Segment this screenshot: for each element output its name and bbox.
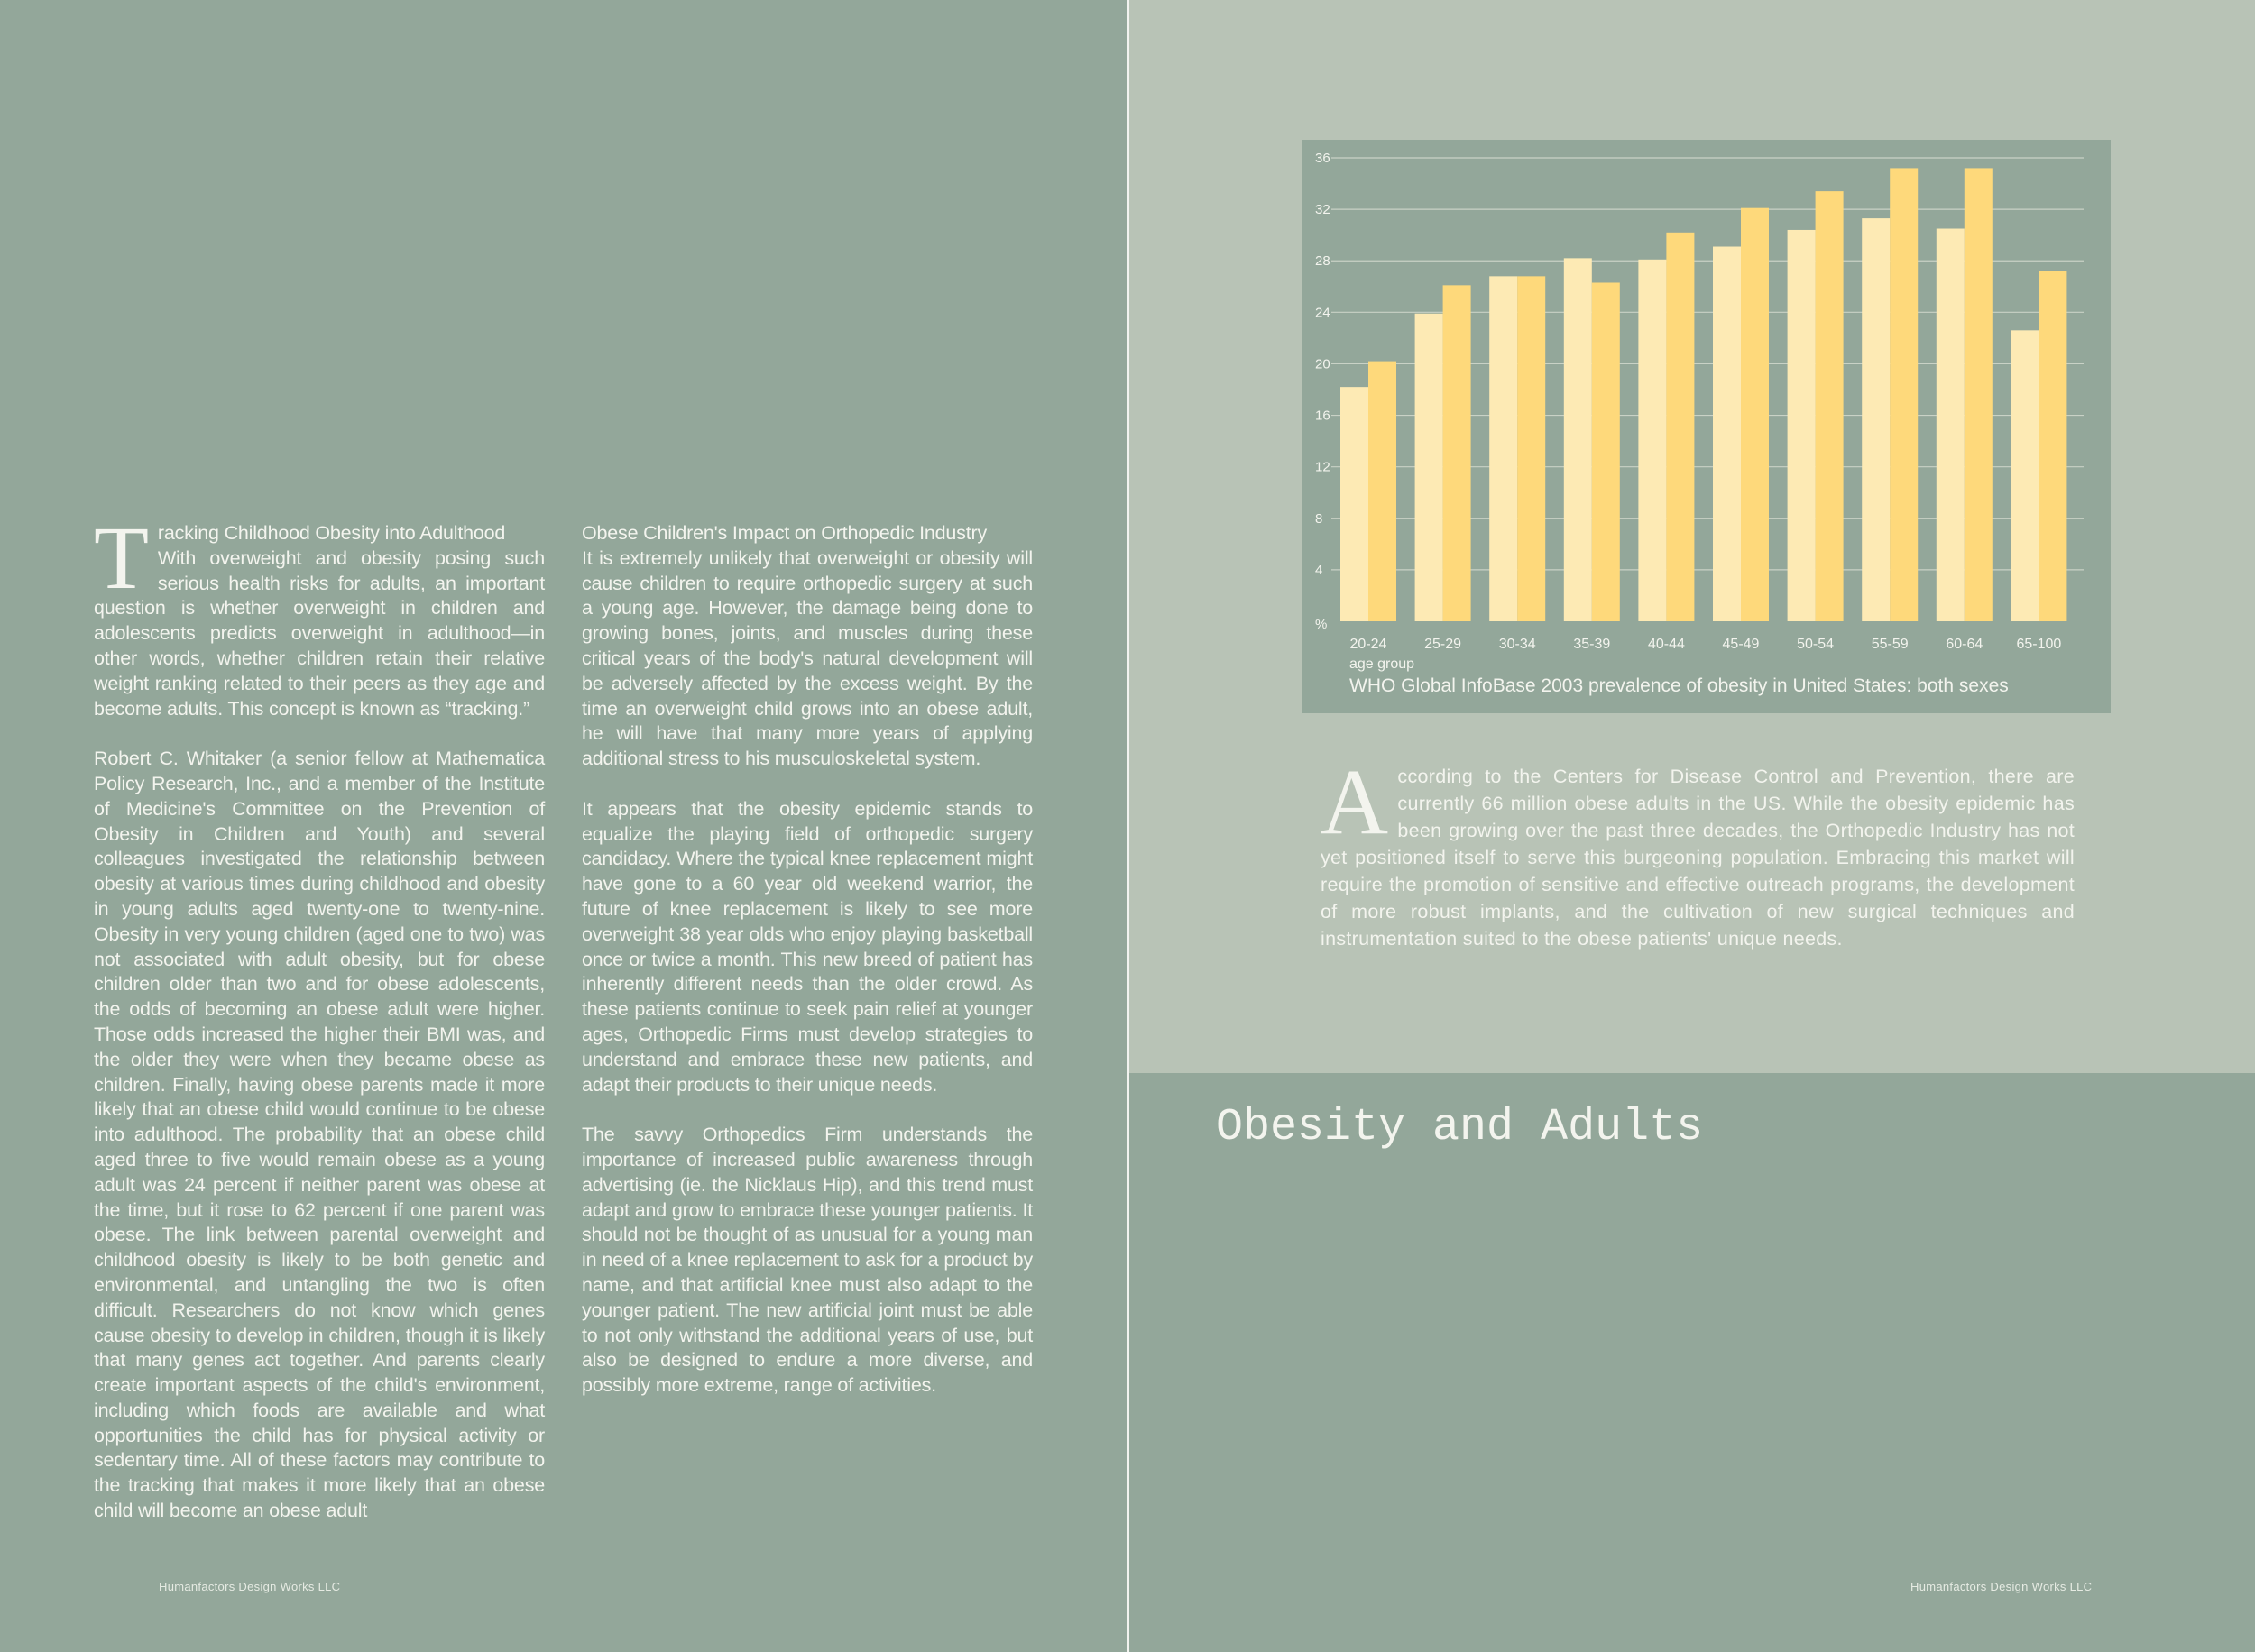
orthopedic-heading: Obese Children's Impact on Orthopedic Industry: [582, 522, 988, 544]
bar-series-1-30-34: [1489, 276, 1517, 621]
x-tick-label: 65-100: [2016, 637, 2062, 652]
bar-series-1-65-100: [2011, 330, 2039, 621]
bar-series-2-45-49: [1741, 208, 1769, 621]
x-tick-label: 25-29: [1424, 637, 1462, 652]
left-column-1: [94, 508, 545, 1549]
y-tick-label: 32: [1315, 202, 1330, 218]
y-tick-label: 24: [1315, 305, 1330, 321]
adults-paragraph: [1321, 750, 2075, 952]
y-tick-label: 28: [1315, 253, 1330, 270]
x-tick-label: 60-64: [1946, 637, 1983, 652]
bar-series-2-60-64: [1965, 168, 1993, 621]
y-tick-label: 8: [1315, 510, 1323, 527]
x-tick-label: 35-39: [1573, 637, 1611, 652]
x-tick-label: 20-24: [1349, 637, 1387, 652]
orthopedic-paragraph-3: The savvy Orthopedics Firm understands the importance of increased public awareness through advertising (ie. the Nicklaus Hip), and this trend must adapt and grow to embrace these younger patients. It should not be thought of as unusual for a young man in need of a knee replacement to ask for a product by name, and that artificial knee must also adapt to the younger patient. The new artificial joint must be able to not only withstand the additional years of use, but also be designed to endure a more diverse, and possibly more extreme, range of activities.: [582, 1124, 1033, 1397]
tracking-heading: racking Childhood Obesity into Adulthood: [157, 522, 506, 544]
x-tick-label: 45-49: [1722, 637, 1760, 652]
bar-series-2-30-34: [1517, 276, 1545, 621]
bar-series-2-40-44: [1666, 233, 1694, 621]
bar-series-2-50-54: [1816, 191, 1844, 621]
left-footer: Humanfactors Design Works LLC: [159, 1580, 341, 1593]
adults-paragraph-text: ccording to the Centers for Disease Control and Prevention, there are currently 66 million obese adults in the US. While the obesity epidemic has been growing over the past three decades, the Orthopedic Industry has not yet positioned itself to serve this burgeoning population. Embracing this market will require the promotion of sensitive and effective outreach programs, the development of more robust implants, and the cultivation of new surgical techniques and instrumentation suited to the obese patients' unique needs.: [1321, 766, 2075, 950]
bar-series-1-40-44: [1638, 260, 1666, 621]
bar-series-1-60-64: [1937, 229, 1965, 621]
y-tick-label: 12: [1315, 459, 1330, 475]
bar-series-1-35-39: [1564, 258, 1592, 621]
x-tick-label: 50-54: [1797, 637, 1835, 652]
y-tick-label: 20: [1315, 356, 1330, 372]
right-footer: Humanfactors Design Works LLC: [1910, 1580, 2093, 1593]
bar-series-2-25-29: [1443, 285, 1471, 621]
bar-series-1-25-29: [1415, 314, 1443, 621]
x-tick-label: 55-59: [1871, 637, 1909, 652]
x-tick-label: 40-44: [1647, 637, 1685, 652]
orthopedic-paragraph-2: It appears that the obesity epidemic stands to equalize the playing field of orthopedic surgery candidacy. Where the typical knee replacement might have gone to a 60 year old weekend warrior, the future of knee replacement is likely to see more overweight 38 year olds who enjoy playing basketball once or twice a month. This new breed of patient has inherently different needs than the older crowd. As these patients continue to seek pain relief at younger ages, Orthopedic Firms must develop strategies to understand and embrace these new patients, and adapt their products to their unique needs.: [582, 797, 1033, 1096]
dropcap-a: A: [1321, 750, 1389, 854]
x-axis-label: age group: [1349, 656, 1415, 672]
right-page-bottom: [1129, 1073, 2255, 1652]
chart-svg: [1302, 140, 2111, 713]
bar-series-2-20-24: [1368, 362, 1396, 621]
bar-series-2-55-59: [1890, 168, 1918, 621]
y-tick-label: 4: [1315, 562, 1323, 578]
dropcap-t: T: [94, 508, 149, 608]
section-title: Obesity and Adults: [1216, 1102, 1704, 1153]
left-column-2: [582, 521, 1033, 1424]
orthopedic-paragraph-1: It is extremely unlikely that overweight or obesity will cause children to require orthopedic surgery at such a young age. However, the damage being done to growing bones, joints, and muscles during these critical years of the body's natural development will be adversely affected by the excess weight. By the time an overweight child grows into an obese adult, he will have that many more years of applying additional stress to his musculoskeletal system.: [582, 546, 1033, 770]
bar-series-1-20-24: [1340, 387, 1368, 621]
y-axis-label: %: [1315, 617, 1328, 632]
y-tick-label: 16: [1315, 408, 1330, 424]
chart-caption: WHO Global InfoBase 2003 prevalence of obesity in United States: both sexes: [1349, 675, 2009, 696]
bar-series-2-35-39: [1592, 282, 1620, 621]
bar-series-1-55-59: [1862, 218, 1890, 621]
obesity-chart: [1302, 140, 2111, 713]
bar-series-1-45-49: [1713, 247, 1741, 621]
tracking-paragraph-2: Robert C. Whitaker (a senior fellow at Mathematica Policy Research, Inc., and a member of the Institute of Medicine's Committee on the Prevention of Obesity in Children and Youth) and several colleagues investigated the relationship between obesity at various times during childhood and obesity in young adults aged twenty-one to twenty-nine. Obesity in very young children (aged one to two) was not associated with adult obesity, but for obese children older than two and for obese adolescents, the odds of becoming an obese adult were higher. Those odds increased the higher their BMI was, and the older they were when they became obese as children. Finally, having obese parents made it more likely that an obese child would continue to be obese into adulthood. The probability that an obese child aged three to five would remain obese as a young adult was 24 percent if neither parent was obese at the time, but it rose to 62 percent if one parent was obese. The link between parental overweight and childhood obesity is likely to be both genetic and environmental, and untangling the two is often difficult. Researchers do not know which genes cause obesity to develop in children, though it is likely that many genes act together. And parents clearly create important aspects of the child's environment, including which foods are available and what opportunities the child has for physical activity or sedentary time. All of these factors may contribute to the tracking that makes it more likely that an obese child will become an obese adult: [94, 748, 545, 1522]
y-tick-label: 36: [1315, 151, 1330, 166]
tracking-paragraph-1: With overweight and obesity posing such serious health risks for adults, an important question is whether overweight in children and adolescents predicts overweight in adulthood—in other words, whether children retain their relative weight ranking related to their peers as they age and become adults. This concept is known as “tracking.”: [94, 546, 545, 720]
bar-series-2-65-100: [2039, 271, 2066, 621]
bar-series-1-50-54: [1788, 230, 1816, 621]
x-tick-label: 30-34: [1498, 637, 1536, 652]
